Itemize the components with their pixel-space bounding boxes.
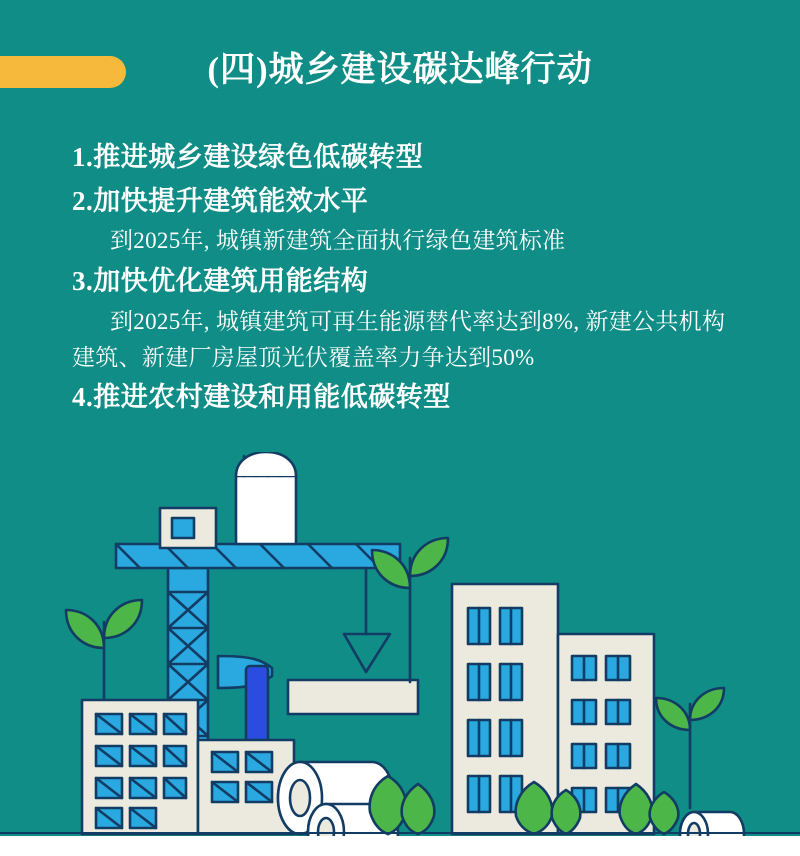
illustration-svg (0, 452, 800, 856)
ground-line (0, 832, 800, 834)
list-item-heading-4: 4.推进农村建设和用能低碳转型 (72, 382, 451, 413)
list-item-heading-2: 2.加快提升建筑能效水平 (72, 185, 369, 216)
tree-icon-2 (402, 784, 435, 834)
page-header (0, 0, 800, 118)
bottom-white-strip (0, 836, 800, 856)
list-item-heading-3: 3.加快优化建筑用能结构 (72, 265, 369, 296)
concrete-slab (288, 680, 418, 714)
sprout-icon-right (656, 688, 724, 808)
list-item-detail-3-1: 到2025年, 城镇建筑可再生能源替代率达到8%, 新建公共机构 (110, 308, 726, 334)
content-body (0, 118, 800, 420)
list-item-heading-1: 1.推进城乡建设绿色低碳转型 (72, 142, 424, 172)
construction-illustration (0, 452, 800, 856)
list-item-detail-2-1: 到2025年, 城镇新建筑全面执行绿色建筑标准 (110, 228, 566, 254)
page-title: (四)城乡建设碳达峰行动 (207, 50, 593, 89)
sprout-icon-mid (372, 538, 448, 682)
construction-building-left (82, 700, 198, 834)
list-item-detail-3-2: 建筑、新建厂房屋顶光伏覆盖率力争达到50% (72, 344, 535, 370)
